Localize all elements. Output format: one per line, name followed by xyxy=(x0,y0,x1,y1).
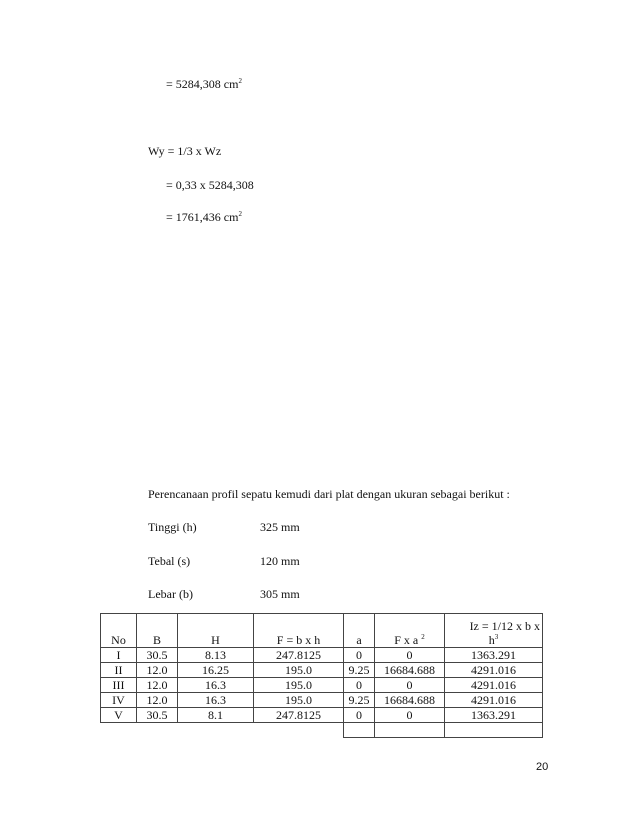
table-empty-row xyxy=(101,723,543,738)
table-row: I 30.5 8.13 247.8125 0 0 1363.291 xyxy=(101,648,543,663)
dimension-value: 325 mm xyxy=(260,520,300,534)
dimension-label: Lebar (b) xyxy=(148,587,193,601)
header-a: a xyxy=(344,614,375,648)
dimension-row xyxy=(148,520,300,535)
table-row: III 12.0 16.3 195.0 0 0 4291.016 xyxy=(101,678,543,693)
header-fxa: F x a $^2$ xyxy=(375,614,445,648)
dimension-row xyxy=(148,554,300,569)
wy-result: = 1761,436 $cm^2$ xyxy=(166,210,242,224)
wz-result: = 5284,308 $cm^2$ xyxy=(166,77,242,91)
dimension-row xyxy=(148,587,300,602)
wy-step: = 0,33 x 5284,308 xyxy=(166,178,254,192)
table-header-row xyxy=(101,614,543,648)
profile-table xyxy=(100,613,543,738)
header-h: H xyxy=(178,614,254,648)
dimension-value: 120 mm xyxy=(260,554,300,568)
intro-text: Perencanaan profil sepatu kemudi dari plat dengan ukuran sebagai berikut : xyxy=(148,487,510,501)
header-b: B xyxy=(137,614,178,648)
table-row: II 12.0 16.25 195.0 9.25 16684.688 4291.016 xyxy=(101,663,543,678)
header-iz: Iz = 1/12 x b x $h^3$ xyxy=(445,614,543,648)
wy-formula: Wy = 1/3 x Wz xyxy=(148,144,222,158)
dimension-value: 305 mm xyxy=(260,587,300,601)
table-row: V 30.5 8.1 247.8125 0 0 1363.291 xyxy=(101,708,543,723)
page-number: 20 xyxy=(536,761,549,773)
dimension-label: Tebal (s) xyxy=(148,554,191,568)
dimension-label: Tinggi (h) xyxy=(148,520,197,534)
header-f: F = b x h xyxy=(254,614,344,648)
header-no: No xyxy=(101,614,137,648)
table-row: IV 12.0 16.3 195.0 9.25 16684.688 4291.016 xyxy=(101,693,543,708)
